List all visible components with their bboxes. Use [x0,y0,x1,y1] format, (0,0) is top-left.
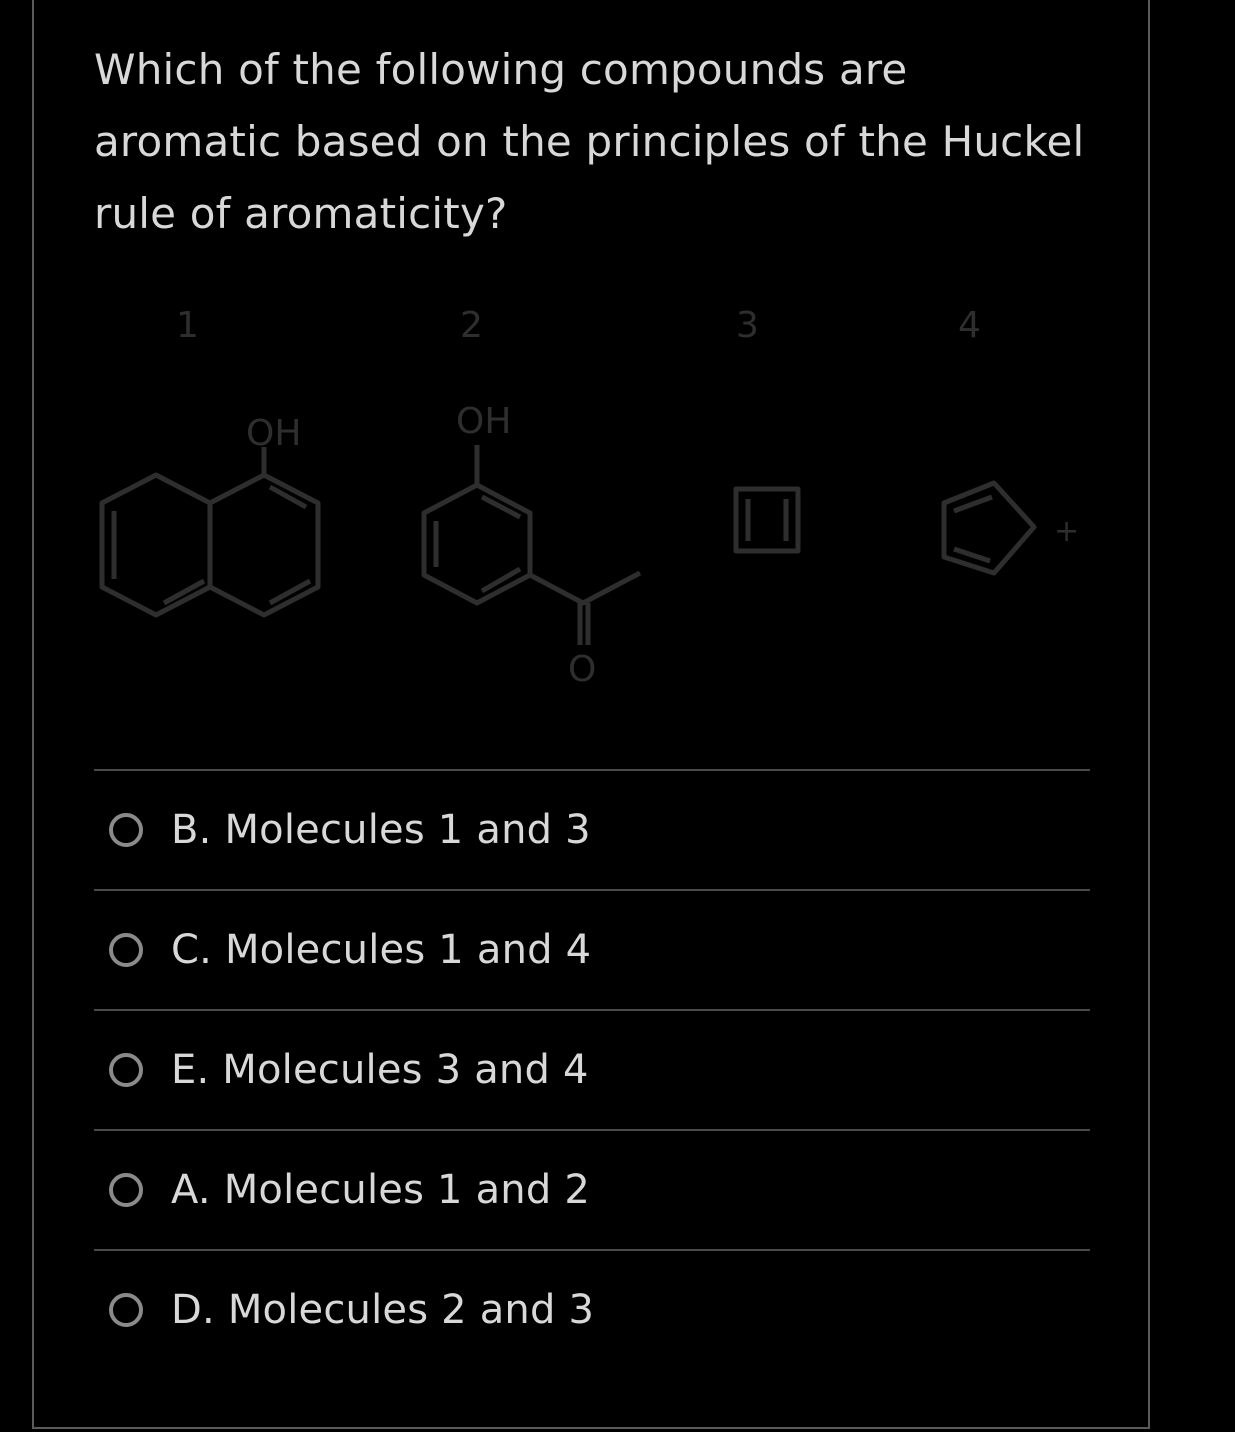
molecule-4-number: 4 [958,305,981,346]
molecule-2-ring [424,485,530,603]
question-text: Which of the following compounds are aromatic based on the principles of the Huckel rule of aromaticity? [94,45,1085,238]
molecule-3-number: 3 [736,305,759,346]
radio-button-icon[interactable] [109,1293,143,1327]
molecule-2-number: 2 [460,305,483,346]
option-label: D. Molecules 2 and 3 [171,1287,595,1333]
molecule-2 [424,305,640,690]
option-label: E. Molecules 3 and 4 [171,1047,589,1093]
option-d[interactable] [94,1249,1090,1369]
molecule-1-number: 1 [176,305,199,346]
molecule-2-carbonyl-o-label: O [568,649,597,690]
molecule-4-charge: + [1054,514,1080,549]
answer-options [94,769,1090,1369]
molecule-1 [102,305,318,615]
molecule-4 [944,305,1079,573]
molecule-1-ring-left [102,475,210,615]
molecule-1-ring-right [210,475,318,615]
radio-button-icon[interactable] [109,1173,143,1207]
molecule-3-ring [736,489,798,551]
option-label: B. Molecules 1 and 3 [171,807,591,853]
option-a[interactable] [94,1129,1090,1249]
option-label: A. Molecules 1 and 2 [171,1167,590,1213]
radio-button-icon[interactable] [109,1053,143,1087]
molecule-3 [736,305,798,551]
molecule-2-acyl-chain [530,573,640,603]
option-c[interactable] [94,889,1090,1009]
option-b[interactable] [94,769,1090,889]
option-label: C. Molecules 1 and 4 [171,927,592,973]
molecule-2-oh-label: OH [456,401,512,442]
molecules-figure [80,285,1100,705]
molecule-1-oh-label: OH [246,413,302,454]
radio-button-icon[interactable] [109,813,143,847]
option-e[interactable] [94,1009,1090,1129]
radio-button-icon[interactable] [109,933,143,967]
